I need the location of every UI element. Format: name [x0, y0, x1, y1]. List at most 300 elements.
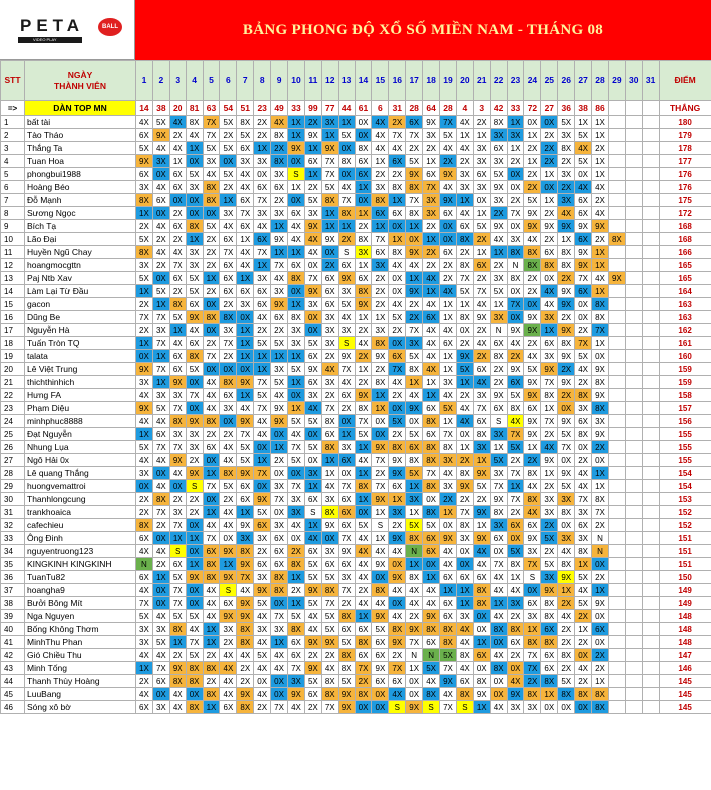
- result-cell[interactable]: 1X: [389, 493, 406, 506]
- result-cell[interactable]: 5X: [254, 597, 271, 610]
- result-cell[interactable]: 6X: [372, 675, 389, 688]
- member-name[interactable]: Ngô Hải 0x: [25, 454, 136, 467]
- result-cell[interactable]: 0X: [203, 454, 220, 467]
- result-cell[interactable]: 2X: [304, 116, 321, 129]
- result-cell[interactable]: 2X: [456, 389, 473, 402]
- result-cell[interactable]: 1X: [507, 142, 524, 155]
- result-cell[interactable]: 6X: [541, 623, 558, 636]
- result-cell[interactable]: 4X: [136, 545, 153, 558]
- result-cell[interactable]: 1X: [203, 506, 220, 519]
- result-cell[interactable]: 6X: [440, 337, 457, 350]
- result-cell[interactable]: 2X: [558, 623, 575, 636]
- result-cell[interactable]: 2X: [203, 649, 220, 662]
- result-cell[interactable]: 6X: [389, 207, 406, 220]
- result-cell[interactable]: 7X: [288, 480, 305, 493]
- result-cell[interactable]: 9X: [271, 298, 288, 311]
- result-cell[interactable]: 6X: [304, 545, 321, 558]
- result-cell[interactable]: 1X: [507, 571, 524, 584]
- result-cell[interactable]: 3X: [237, 532, 254, 545]
- result-cell[interactable]: 9X: [524, 220, 541, 233]
- member-name[interactable]: Huyền Ngũ Chay: [25, 246, 136, 259]
- result-cell[interactable]: 8X: [237, 116, 254, 129]
- result-cell[interactable]: 7X: [288, 662, 305, 675]
- result-cell[interactable]: 3X: [372, 181, 389, 194]
- empty-cell[interactable]: [642, 571, 659, 584]
- result-cell[interactable]: 6X: [271, 545, 288, 558]
- result-cell[interactable]: 3X: [136, 623, 153, 636]
- result-cell[interactable]: 0X: [592, 636, 609, 649]
- member-name[interactable]: huongvemattroi: [25, 480, 136, 493]
- result-cell[interactable]: 9X: [288, 142, 305, 155]
- result-cell[interactable]: 1X: [592, 285, 609, 298]
- result-cell[interactable]: 5X: [575, 129, 592, 142]
- result-cell[interactable]: 0X: [220, 363, 237, 376]
- result-cell[interactable]: 1X: [186, 233, 203, 246]
- top-number-cell[interactable]: 86: [592, 101, 609, 116]
- result-cell[interactable]: 3X: [490, 129, 507, 142]
- top-number-cell[interactable]: 44: [338, 101, 355, 116]
- result-cell[interactable]: 1X: [592, 337, 609, 350]
- result-cell[interactable]: 8X: [473, 675, 490, 688]
- result-cell[interactable]: 6X: [220, 597, 237, 610]
- result-cell[interactable]: 6X: [338, 506, 355, 519]
- result-cell[interactable]: 4X: [254, 688, 271, 701]
- result-cell[interactable]: 6X: [575, 233, 592, 246]
- result-cell[interactable]: 8X: [456, 311, 473, 324]
- result-cell[interactable]: 4X: [389, 376, 406, 389]
- result-cell[interactable]: 1X: [541, 467, 558, 480]
- result-cell[interactable]: 3X: [524, 610, 541, 623]
- result-cell[interactable]: 1X: [203, 636, 220, 649]
- result-cell[interactable]: 1X: [456, 584, 473, 597]
- result-cell[interactable]: 4X: [152, 545, 169, 558]
- result-cell[interactable]: 6X: [423, 636, 440, 649]
- result-cell[interactable]: 9X: [524, 532, 541, 545]
- result-cell[interactable]: 4X: [254, 662, 271, 675]
- result-cell[interactable]: 3X: [254, 623, 271, 636]
- empty-cell[interactable]: [625, 155, 642, 168]
- result-cell[interactable]: 7X: [541, 415, 558, 428]
- result-cell[interactable]: 0X: [490, 688, 507, 701]
- result-cell[interactable]: 4X: [186, 324, 203, 337]
- result-cell[interactable]: 2X: [541, 519, 558, 532]
- result-cell[interactable]: 9X: [490, 181, 507, 194]
- empty-cell[interactable]: [625, 467, 642, 480]
- result-cell[interactable]: 0X: [186, 584, 203, 597]
- result-cell[interactable]: 8X: [220, 311, 237, 324]
- result-cell[interactable]: 4X: [524, 233, 541, 246]
- result-cell[interactable]: 3X: [473, 389, 490, 402]
- result-cell[interactable]: 8X: [490, 623, 507, 636]
- result-cell[interactable]: 9X: [220, 571, 237, 584]
- result-cell[interactable]: 1X: [355, 467, 372, 480]
- member-name[interactable]: Nga Nguyen: [25, 610, 136, 623]
- empty-cell[interactable]: [608, 402, 625, 415]
- result-cell[interactable]: 7X: [338, 532, 355, 545]
- result-cell[interactable]: 4X: [507, 337, 524, 350]
- result-cell[interactable]: 2X: [592, 441, 609, 454]
- result-cell[interactable]: 8X: [152, 493, 169, 506]
- top-number-cell[interactable]: 54: [220, 101, 237, 116]
- result-cell[interactable]: 9X: [524, 207, 541, 220]
- result-cell[interactable]: 4X: [558, 207, 575, 220]
- result-cell[interactable]: 3X: [541, 311, 558, 324]
- result-cell[interactable]: 7X: [169, 441, 186, 454]
- result-cell[interactable]: 2X: [220, 636, 237, 649]
- result-cell[interactable]: 2X: [473, 116, 490, 129]
- result-cell[interactable]: 3X: [558, 168, 575, 181]
- result-cell[interactable]: 1X: [321, 220, 338, 233]
- result-cell[interactable]: 0X: [592, 558, 609, 571]
- result-cell[interactable]: 0X: [321, 246, 338, 259]
- empty-cell[interactable]: [625, 246, 642, 259]
- result-cell[interactable]: 2X: [203, 259, 220, 272]
- result-cell[interactable]: 1X: [456, 597, 473, 610]
- result-cell[interactable]: 3X: [440, 376, 457, 389]
- result-cell[interactable]: 4X: [321, 363, 338, 376]
- empty-cell[interactable]: [642, 207, 659, 220]
- result-cell[interactable]: 6X: [169, 363, 186, 376]
- result-cell[interactable]: 2X: [575, 675, 592, 688]
- result-cell[interactable]: 2X: [355, 376, 372, 389]
- result-cell[interactable]: 0X: [541, 116, 558, 129]
- result-cell[interactable]: 7X: [169, 259, 186, 272]
- result-cell[interactable]: 3X: [490, 311, 507, 324]
- result-cell[interactable]: 6X: [237, 220, 254, 233]
- result-cell[interactable]: 2X: [304, 181, 321, 194]
- result-cell[interactable]: 0X: [575, 168, 592, 181]
- result-cell[interactable]: N: [136, 558, 153, 571]
- result-cell[interactable]: 0X: [271, 428, 288, 441]
- result-cell[interactable]: 0X: [456, 324, 473, 337]
- result-cell[interactable]: 5X: [406, 467, 423, 480]
- result-cell[interactable]: 9X: [558, 415, 575, 428]
- result-cell[interactable]: 3X: [321, 116, 338, 129]
- result-cell[interactable]: 6X: [456, 571, 473, 584]
- result-cell[interactable]: 8X: [490, 506, 507, 519]
- result-cell[interactable]: 7X: [592, 324, 609, 337]
- empty-cell[interactable]: [608, 389, 625, 402]
- empty-cell[interactable]: [608, 532, 625, 545]
- result-cell[interactable]: 5X: [186, 285, 203, 298]
- member-name[interactable]: Lê Việt Trung: [25, 363, 136, 376]
- result-cell[interactable]: 5X: [406, 519, 423, 532]
- result-cell[interactable]: 1X: [304, 168, 321, 181]
- result-cell[interactable]: 5X: [288, 415, 305, 428]
- member-name[interactable]: cafechieu: [25, 519, 136, 532]
- result-cell[interactable]: 1X: [237, 389, 254, 402]
- result-cell[interactable]: 3X: [456, 610, 473, 623]
- result-cell[interactable]: 3X: [541, 571, 558, 584]
- result-cell[interactable]: 9X: [186, 571, 203, 584]
- result-cell[interactable]: 2X: [490, 207, 507, 220]
- result-cell[interactable]: 9X: [406, 623, 423, 636]
- result-cell[interactable]: 2X: [507, 194, 524, 207]
- result-cell[interactable]: 5X: [186, 649, 203, 662]
- result-cell[interactable]: 8X: [456, 649, 473, 662]
- result-cell[interactable]: 5X: [423, 519, 440, 532]
- result-cell[interactable]: 0X: [288, 285, 305, 298]
- top-number-cell[interactable]: 14: [136, 101, 153, 116]
- result-cell[interactable]: 5X: [406, 428, 423, 441]
- result-cell[interactable]: 3X: [423, 129, 440, 142]
- result-cell[interactable]: 7X: [406, 129, 423, 142]
- result-cell[interactable]: 6X: [541, 246, 558, 259]
- result-cell[interactable]: 0X: [271, 688, 288, 701]
- result-cell[interactable]: 1X: [355, 493, 372, 506]
- top-number-cell[interactable]: 64: [423, 101, 440, 116]
- result-cell[interactable]: 0X: [490, 675, 507, 688]
- result-cell[interactable]: 0X: [372, 415, 389, 428]
- result-cell[interactable]: 1X: [592, 116, 609, 129]
- empty-cell[interactable]: [625, 519, 642, 532]
- result-cell[interactable]: 8X: [406, 181, 423, 194]
- result-cell[interactable]: 1X: [355, 363, 372, 376]
- result-cell[interactable]: 6X: [288, 649, 305, 662]
- result-cell[interactable]: 8X: [271, 584, 288, 597]
- empty-cell[interactable]: [608, 350, 625, 363]
- result-cell[interactable]: 8X: [203, 194, 220, 207]
- member-name[interactable]: Hưng FA: [25, 389, 136, 402]
- member-name[interactable]: Sương Ngọc: [25, 207, 136, 220]
- result-cell[interactable]: S: [304, 506, 321, 519]
- top-number-cell[interactable]: 72: [524, 101, 541, 116]
- result-cell[interactable]: 9X: [355, 298, 372, 311]
- result-cell[interactable]: 7X: [203, 480, 220, 493]
- result-cell[interactable]: 8X: [524, 493, 541, 506]
- result-cell[interactable]: 2X: [389, 168, 406, 181]
- result-cell[interactable]: 2X: [389, 324, 406, 337]
- result-cell[interactable]: 6X: [440, 207, 457, 220]
- result-cell[interactable]: 5X: [237, 441, 254, 454]
- result-cell[interactable]: 1X: [237, 506, 254, 519]
- result-cell[interactable]: 0X: [203, 324, 220, 337]
- result-cell[interactable]: 0X: [389, 597, 406, 610]
- result-cell[interactable]: 8X: [456, 519, 473, 532]
- top-number-cell[interactable]: 33: [507, 101, 524, 116]
- top-number-cell[interactable]: 42: [490, 101, 507, 116]
- empty-cell[interactable]: [642, 389, 659, 402]
- result-cell[interactable]: 1X: [406, 480, 423, 493]
- result-cell[interactable]: 7X: [507, 428, 524, 441]
- result-cell[interactable]: 7X: [423, 467, 440, 480]
- result-cell[interactable]: 1X: [473, 129, 490, 142]
- result-cell[interactable]: 0X: [186, 194, 203, 207]
- result-cell[interactable]: 0X: [473, 623, 490, 636]
- result-cell[interactable]: 8X: [136, 194, 153, 207]
- result-cell[interactable]: 5X: [406, 350, 423, 363]
- result-cell[interactable]: 9X: [237, 376, 254, 389]
- result-cell[interactable]: 2X: [136, 493, 153, 506]
- result-cell[interactable]: 1X: [220, 558, 237, 571]
- result-cell[interactable]: 4X: [456, 207, 473, 220]
- member-name[interactable]: Thắng Ta: [25, 142, 136, 155]
- empty-cell[interactable]: [625, 311, 642, 324]
- result-cell[interactable]: 9X: [372, 350, 389, 363]
- result-cell[interactable]: 9X: [440, 168, 457, 181]
- result-cell[interactable]: N: [592, 545, 609, 558]
- result-cell[interactable]: 0X: [456, 558, 473, 571]
- result-cell[interactable]: 5X: [271, 337, 288, 350]
- result-cell[interactable]: 3X: [592, 415, 609, 428]
- result-cell[interactable]: 7X: [321, 168, 338, 181]
- result-cell[interactable]: 2X: [423, 142, 440, 155]
- result-cell[interactable]: 8X: [169, 298, 186, 311]
- member-name[interactable]: Lão Đại: [25, 233, 136, 246]
- result-cell[interactable]: 9X: [271, 402, 288, 415]
- result-cell[interactable]: 6X: [152, 675, 169, 688]
- result-cell[interactable]: 6X: [254, 233, 271, 246]
- result-cell[interactable]: 2X: [490, 376, 507, 389]
- result-cell[interactable]: 4X: [423, 272, 440, 285]
- result-cell[interactable]: 4X: [220, 519, 237, 532]
- result-cell[interactable]: 5X: [541, 532, 558, 545]
- result-cell[interactable]: 8X: [592, 688, 609, 701]
- result-cell[interactable]: 3X: [136, 376, 153, 389]
- result-cell[interactable]: 5X: [507, 441, 524, 454]
- top-number-cell[interactable]: 27: [541, 101, 558, 116]
- result-cell[interactable]: 7X: [406, 194, 423, 207]
- result-cell[interactable]: 7X: [355, 662, 372, 675]
- result-cell[interactable]: 1X: [372, 532, 389, 545]
- result-cell[interactable]: 6X: [473, 649, 490, 662]
- top-number-cell[interactable]: [642, 101, 659, 116]
- result-cell[interactable]: 2X: [558, 363, 575, 376]
- result-cell[interactable]: 9X: [490, 389, 507, 402]
- empty-cell[interactable]: [625, 428, 642, 441]
- empty-cell[interactable]: [642, 701, 659, 714]
- result-cell[interactable]: 9X: [321, 142, 338, 155]
- result-cell[interactable]: 9X: [575, 220, 592, 233]
- result-cell[interactable]: 8X: [541, 389, 558, 402]
- result-cell[interactable]: 2X: [406, 298, 423, 311]
- result-cell[interactable]: 4X: [406, 584, 423, 597]
- result-cell[interactable]: 0X: [271, 675, 288, 688]
- result-cell[interactable]: 2X: [507, 454, 524, 467]
- result-cell[interactable]: 6X: [220, 259, 237, 272]
- result-cell[interactable]: 2X: [220, 350, 237, 363]
- result-cell[interactable]: 2X: [203, 337, 220, 350]
- result-cell[interactable]: 3X: [558, 194, 575, 207]
- result-cell[interactable]: 6X: [490, 532, 507, 545]
- result-cell[interactable]: 1X: [288, 597, 305, 610]
- result-cell[interactable]: 6X: [423, 532, 440, 545]
- result-cell[interactable]: 7X: [507, 467, 524, 480]
- empty-cell[interactable]: [608, 441, 625, 454]
- result-cell[interactable]: 8X: [507, 246, 524, 259]
- result-cell[interactable]: 9X: [423, 610, 440, 623]
- result-cell[interactable]: 6X: [473, 571, 490, 584]
- result-cell[interactable]: 5X: [304, 597, 321, 610]
- result-cell[interactable]: 1X: [372, 389, 389, 402]
- result-cell[interactable]: S: [490, 415, 507, 428]
- top-number-cell[interactable]: 4: [456, 101, 473, 116]
- result-cell[interactable]: 1X: [271, 441, 288, 454]
- result-cell[interactable]: 9X: [237, 519, 254, 532]
- result-cell[interactable]: 4X: [355, 558, 372, 571]
- result-cell[interactable]: 8X: [558, 558, 575, 571]
- result-cell[interactable]: 4X: [440, 558, 457, 571]
- result-cell[interactable]: 9X: [440, 194, 457, 207]
- result-cell[interactable]: 2X: [169, 493, 186, 506]
- result-cell[interactable]: 0X: [389, 402, 406, 415]
- result-cell[interactable]: 7X: [456, 272, 473, 285]
- empty-cell[interactable]: [608, 623, 625, 636]
- result-cell[interactable]: 9X: [136, 402, 153, 415]
- result-cell[interactable]: 5X: [152, 636, 169, 649]
- result-cell[interactable]: 8X: [203, 181, 220, 194]
- result-cell[interactable]: 3X: [440, 454, 457, 467]
- result-cell[interactable]: 6X: [136, 168, 153, 181]
- result-cell[interactable]: 8X: [288, 558, 305, 571]
- empty-cell[interactable]: [608, 142, 625, 155]
- result-cell[interactable]: 4X: [389, 610, 406, 623]
- result-cell[interactable]: 8X: [372, 194, 389, 207]
- result-cell[interactable]: 0X: [237, 363, 254, 376]
- member-name[interactable]: KINGKINH KINGKINH: [25, 558, 136, 571]
- result-cell[interactable]: 9X: [558, 220, 575, 233]
- result-cell[interactable]: 9X: [136, 363, 153, 376]
- top-number-cell[interactable]: [625, 101, 642, 116]
- result-cell[interactable]: 3X: [406, 493, 423, 506]
- result-cell[interactable]: N: [406, 545, 423, 558]
- empty-cell[interactable]: [608, 311, 625, 324]
- empty-cell[interactable]: [625, 168, 642, 181]
- result-cell[interactable]: 7X: [254, 467, 271, 480]
- empty-cell[interactable]: [625, 259, 642, 272]
- result-cell[interactable]: 6X: [456, 675, 473, 688]
- result-cell[interactable]: 1X: [237, 324, 254, 337]
- result-cell[interactable]: 3X: [372, 324, 389, 337]
- result-cell[interactable]: 0X: [524, 298, 541, 311]
- result-cell[interactable]: 9X: [271, 233, 288, 246]
- result-cell[interactable]: 0X: [304, 428, 321, 441]
- result-cell[interactable]: 0X: [304, 324, 321, 337]
- result-cell[interactable]: 5X: [558, 428, 575, 441]
- result-cell[interactable]: 8X: [473, 584, 490, 597]
- result-cell[interactable]: 8X: [558, 649, 575, 662]
- result-cell[interactable]: 3X: [220, 402, 237, 415]
- result-cell[interactable]: 4X: [389, 298, 406, 311]
- result-cell[interactable]: 4X: [355, 532, 372, 545]
- result-cell[interactable]: 2X: [304, 649, 321, 662]
- result-cell[interactable]: 2X: [456, 493, 473, 506]
- empty-cell[interactable]: [608, 545, 625, 558]
- result-cell[interactable]: 4X: [288, 220, 305, 233]
- empty-cell[interactable]: [625, 701, 642, 714]
- result-cell[interactable]: 9X: [338, 701, 355, 714]
- member-name[interactable]: Làm Lại Từ Đầu: [25, 285, 136, 298]
- top-number-cell[interactable]: 81: [186, 101, 203, 116]
- result-cell[interactable]: 8X: [406, 571, 423, 584]
- result-cell[interactable]: 5X: [524, 363, 541, 376]
- result-cell[interactable]: 3X: [423, 207, 440, 220]
- result-cell[interactable]: 9X: [406, 246, 423, 259]
- result-cell[interactable]: 4X: [575, 467, 592, 480]
- result-cell[interactable]: 5X: [338, 129, 355, 142]
- result-cell[interactable]: 0X: [389, 272, 406, 285]
- result-cell[interactable]: 2X: [321, 389, 338, 402]
- result-cell[interactable]: 8X: [169, 675, 186, 688]
- member-name[interactable]: MinhThu Phan: [25, 636, 136, 649]
- result-cell[interactable]: 2X: [389, 519, 406, 532]
- result-cell[interactable]: 3X: [423, 194, 440, 207]
- result-cell[interactable]: 8X: [558, 337, 575, 350]
- result-cell[interactable]: 7X: [440, 701, 457, 714]
- result-cell[interactable]: 4X: [406, 597, 423, 610]
- result-cell[interactable]: 4X: [423, 675, 440, 688]
- result-cell[interactable]: 8X: [220, 467, 237, 480]
